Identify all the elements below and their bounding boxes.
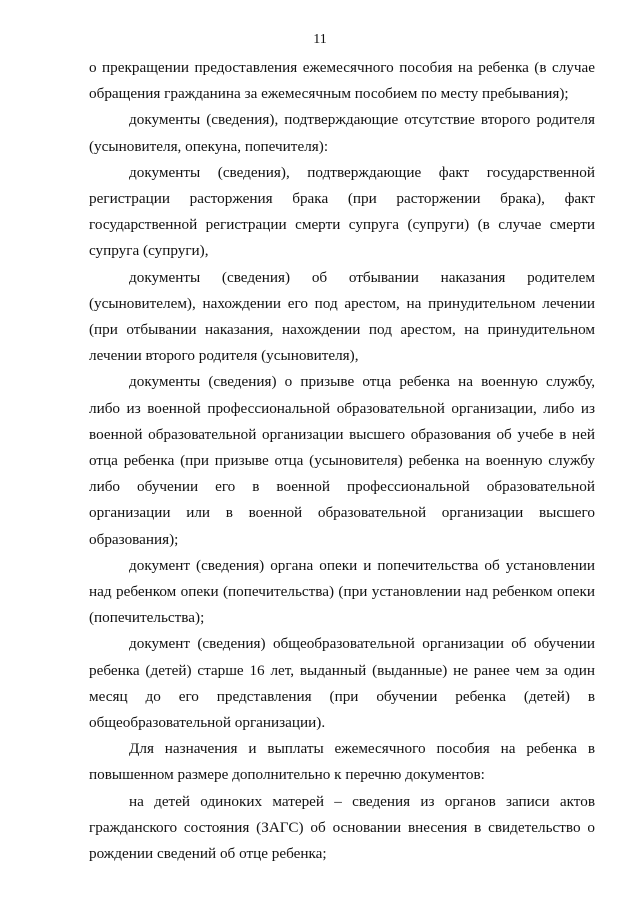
document-body <box>89 55 595 867</box>
paragraph-5: документы (сведения) о призыве отца ребенка на военную службу, либо из военной профессиональной образовательной организации, либо из военной образовательной организации высшего образования об учебе в ней отца ребенка (при призыве отца (усыновителя) ребенка на военную службу либо обучении его в военной профессиональной образовательной организации или в военной образовательной организации высшего образования); <box>89 373 595 548</box>
paragraph-4: документы (сведения) об отбывании наказания родителем (усыновителем), нахождении его под арестом, на принудительном лечении (при отбывании наказания, нахождении под арестом, на принудительном лечении второго родителя (усыновителя), <box>89 268 595 365</box>
paragraph-3: документы (сведения), подтверждающие факт государственной регистрации расторжения брака (при расторжении брака), факт государственной регистрации смерти супруга (супруги) (в случае смерти супруга (супруги), <box>89 163 595 260</box>
paragraph-2: документы (сведения), подтверждающие отсутствие второго родителя (усыновителя, опекуна, попечителя): <box>89 111 595 155</box>
paragraph-7: документ (сведения) общеобразовательной организации об обучении ребенка (детей) старше 16 лет, выданный (выданные) не ранее чем за один месяц до его представления (при обучении ребенка (детей) в общеобразовательной организации). <box>89 635 595 732</box>
paragraph-8: Для назначения и выплаты ежемесячного пособия на ребенка в повышенном размере дополнительно к перечню документов: <box>89 740 595 784</box>
paragraph-1: о прекращении предоставления ежемесячного пособия на ребенка (в случае обращения гражданина за ежемесячным пособием по месту пребывания); <box>89 59 595 103</box>
page-number: 11 <box>313 32 327 47</box>
paragraph-6: документ (сведения) органа опеки и попечительства об установлении над ребенком опеки (попечительства) (при установлении над ребенком опеки (попечительства); <box>89 556 595 627</box>
paragraph-9: на детей одиноких матерей – сведения из органов записи актов гражданского состояния (ЗАГС) об основании внесения в свидетельство о рождении сведений об отце ребенка; <box>89 792 595 863</box>
